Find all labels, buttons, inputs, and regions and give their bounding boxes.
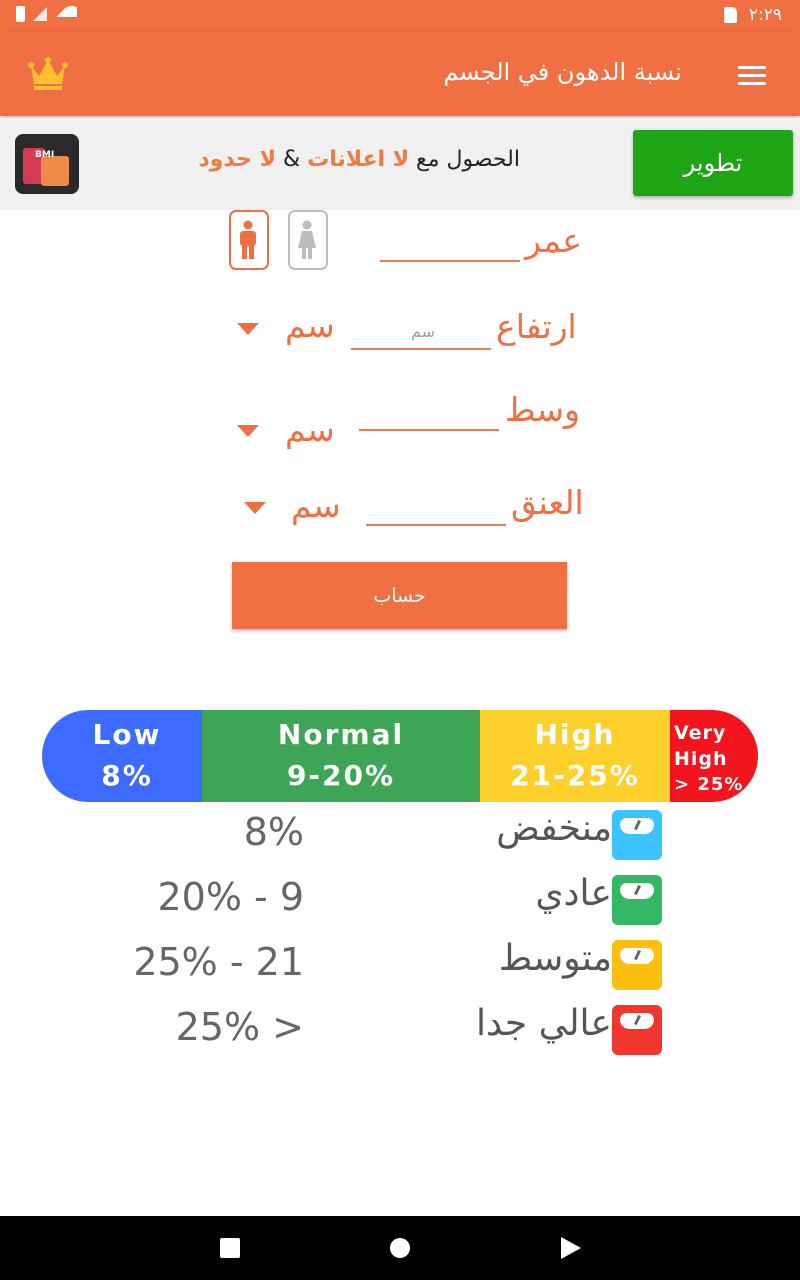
crown-icon[interactable] — [28, 56, 68, 92]
scale-very-high-line1: Very — [674, 722, 727, 744]
body-fat-scale — [42, 710, 758, 802]
scale-icon-normal — [612, 875, 662, 925]
status-right — [724, 5, 782, 25]
height-label: ارتفاع — [496, 307, 577, 346]
legend-range: 20% - 9 — [157, 875, 304, 919]
scale-high-value: 21-25% — [510, 759, 640, 792]
neck-label: العنق — [511, 483, 584, 522]
scale-icon-very-high — [612, 1005, 662, 1055]
app-title: نسبة الدهون في الجسم — [443, 58, 682, 86]
age-label: عمر — [525, 221, 582, 260]
scale-icon-medium — [612, 940, 662, 990]
navigation-bar — [0, 1216, 800, 1280]
scale-normal-segment — [202, 710, 480, 802]
legend-name: عالي جدا — [475, 1003, 612, 1044]
promo-connector: & — [275, 147, 308, 172]
status-time: ٢:٢٩ — [748, 5, 782, 25]
legend-row — [0, 940, 800, 990]
scale-normal-value: 9-20% — [286, 759, 396, 792]
legend-row — [0, 875, 800, 925]
age-input[interactable] — [380, 228, 524, 260]
menu-icon[interactable] — [738, 66, 766, 86]
gender-male-button[interactable] — [229, 210, 269, 270]
waist-unit-select[interactable]: سم — [285, 410, 335, 449]
legend-row — [0, 1005, 800, 1055]
legend-name: متوسط — [498, 938, 612, 979]
gender-female-button[interactable] — [288, 210, 328, 270]
upgrade-button[interactable]: تطوير — [633, 130, 793, 196]
waist-unit-dropdown-arrow[interactable] — [237, 425, 259, 437]
app-bar — [0, 32, 800, 116]
scale-low-title: Low — [92, 718, 162, 751]
height-unit-dropdown-arrow[interactable] — [237, 323, 259, 335]
scale-low-value: 8% — [101, 759, 153, 792]
female-icon — [296, 220, 318, 260]
scale-very-high-line2: High — [674, 748, 728, 770]
male-icon — [237, 220, 259, 260]
status-bar — [0, 0, 800, 32]
scale-icon-low — [612, 810, 662, 860]
sd-card-icon — [724, 7, 737, 23]
recents-button[interactable] — [220, 1238, 240, 1258]
signal-icon — [33, 7, 47, 21]
logo-text: BMI — [35, 150, 55, 160]
bmi-app-logo[interactable] — [15, 134, 79, 194]
waist-label: وسط — [505, 390, 580, 429]
age-underline — [380, 260, 520, 262]
legend-name: عادي — [535, 873, 612, 914]
battery-icon — [16, 6, 25, 22]
height-underline — [351, 348, 491, 350]
status-icons — [16, 6, 77, 22]
scale-high-title: High — [534, 718, 616, 751]
legend-row — [0, 810, 800, 860]
promo-accent-no-limits: لا حدود — [198, 147, 276, 172]
back-button[interactable] — [561, 1237, 581, 1259]
scale-high-segment — [480, 710, 670, 802]
height-input[interactable] — [351, 314, 495, 348]
height-unit-select[interactable]: سم — [285, 306, 335, 345]
legend-range: 8% — [243, 810, 304, 854]
scale-low-segment — [42, 710, 202, 802]
legend-name: منخفض — [496, 808, 612, 849]
neck-unit-dropdown-arrow[interactable] — [244, 502, 266, 514]
promo-text-start: الحصول مع — [409, 147, 520, 172]
neck-input[interactable] — [366, 490, 510, 524]
neck-unit-select[interactable]: سم — [291, 486, 341, 525]
scale-normal-title: Normal — [277, 718, 405, 751]
scale-very-high-value: > 25% — [674, 774, 744, 795]
home-button[interactable] — [390, 1238, 410, 1258]
legend-range: 25% > — [175, 1005, 304, 1049]
waist-underline — [359, 429, 499, 431]
neck-underline — [366, 524, 506, 526]
promo-accent-no-ads: لا اعلانات — [307, 147, 410, 172]
scale-very-high-segment — [670, 710, 758, 802]
wifi-icon — [55, 6, 77, 22]
promo-text — [110, 147, 520, 172]
legend-range: 25% - 21 — [133, 940, 304, 984]
waist-input[interactable] — [359, 396, 503, 430]
calculate-button[interactable]: حساب — [232, 562, 567, 629]
